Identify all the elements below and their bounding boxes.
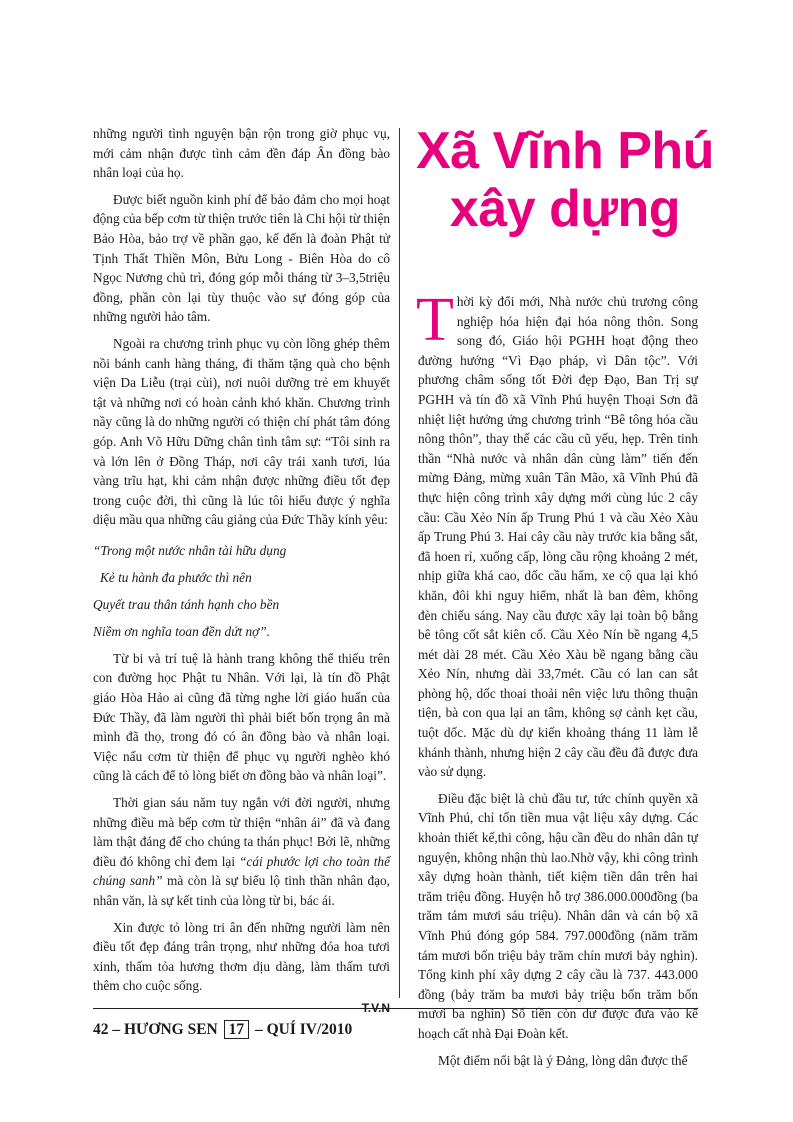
paragraph: Từ bi và trí tuệ là hành trang không thể thiếu trên con đường học Phật tu Nhân. Với lại, là tín đồ Phật giáo Hòa Hảo ai cũng đã từng nghe lời giáo huấn của Đức Thầy, đã làm người thì phải biết bốn trọng ân mà mình đã thọ, trong đó có ân đồng bào và nhân loại. Việc nấu cơm từ thiện để phục vụ người nghèo khó cũng là cách để tỏ lòng biết ơn đồng bào và nhân loại”.	[93, 650, 390, 784]
drop-cap: T	[416, 286, 454, 354]
author-signature: T.V.N	[361, 1000, 390, 1015]
italic-quote: “cái phước lợi cho toàn thể chúng sanh”	[93, 853, 390, 889]
paragraph: Ngoài ra chương trình phục vụ còn lồng ghép thêm nồi bánh canh hàng tháng, đi thăm tặng quà cho bệnh viện Da Liễu (trại cùi), nơi nuôi dưỡng trẻ em khuyết tật và những nơi có hoàn cảnh khó khăn. Chương trình nầy cũng là do những người có thiện chí phát tâm đóng góp. Anh Võ Hữu Dững chân tình tâm sự: “Tôi sinh ra và lớn lên ở Đồng Tháp, nơi cây trái xanh tươi, lúa vàng trĩu hạt, khi cảm nhận được những điều tốt đẹp trong cuộc đời, thì cũng là lúc tôi hiểu được ý nghĩa diệu mầu qua những câu giảng của Đức Thầy kính yêu:	[93, 335, 390, 528]
verse-quote	[93, 537, 390, 645]
left-column	[93, 124, 390, 1016]
text-run: Thời gian sáu năm tuy ngắn với đời người, nhưng những điều mà bếp cơm từ thiện “nhân ái” đã và đang làm thật đáng để cho chúng ta thán phục! Bởi lẽ, những điều đó không chỉ đem lại	[93, 795, 390, 869]
title-line-1: Xã Vĩnh Phú	[416, 122, 714, 180]
article-title	[400, 122, 730, 238]
text-run: mà còn là sự biểu lộ tinh thần nhân đạo, nhân văn, là sự kết tinh của lòng từ bi, bác ái.	[93, 873, 390, 908]
verse-line: Kẻ tu hành đa phước thì nên	[100, 569, 252, 585]
paragraph: Một điểm nổi bật là ý Đảng, lòng dân được thể	[438, 1052, 688, 1068]
verse-line: Niềm ơn nghĩa toan đền dứt nợ”.	[93, 623, 270, 639]
issue-number-box: 17	[224, 1020, 250, 1039]
paragraph	[93, 793, 390, 911]
paragraph: Xin được tỏ lòng tri ân đến những người làm nên điều tốt đẹp đáng trân trọng, như những đóa hoa tươi xinh, thấm tỏa hương thơm dịu dàng, làm thấm tươi thêm cho cuộc sống.	[93, 919, 390, 994]
paragraph	[416, 286, 698, 782]
column-divider	[399, 128, 400, 998]
text-run: hời kỳ đổi mới, Nhà nước chủ trương công nghiệp hóa hiện đại hóa nông thôn. Song song đó, Giáo hội PGHH hoạt động theo đường hướng “Vì Đạo pháp, vì Dân tộc”. Với phương châm sống tốt Đời đẹp Đạo, Ban Trị sự PGHH và tín đồ xã Vĩnh Phú huyện Thoại Sơn đã nhiệt liệt hưởng ứng chương trình “Bê tông hóa cầu nông thôn”, thay thế các cầu cũ yếu, hẹp. Trên tinh thần “Nhà nước và nhân dân cùng làm” tiến đến mừng Đảng, mừng xuân Tân Mão, xã Vĩnh Phú đã thực hiện công trình xây dựng mới cùng lúc 2 cây cầu: Cầu Xẻo Nín ấp Trung Phú 1 và cầu Xẻo Xàu ấp Trung Phú 3. Hai cây cầu này trước kia bằng sắt, đã hoen rỉ, xuống cấp, lòng cầu rộng khoảng 2 mét, nhịp giữa khá cao, dốc cầu hẩm, xe cộ qua lại khó khăn, đôi khi nguy hiểm, nhất là ban đêm, không đèn chiếu sáng. Nay cầu được xây lại toàn bộ bằng bê tông cốt sắt kiên cố. Cầu Xẻo Nín bề ngang 4,5 mét dài 28 mét. Cầu Xẻo Xàu bề ngang bằng cầu Xẻo Nín, nhưng dài 33,7mét. Cầu có lan can sắt phòng hộ, dốc thoai thoải nên việc lưu thông thuận tiện, bà con qua lại an tâm, không sợ cảnh kẹt cầu, tuột dốc. Mặc dù dự kiến khoảng tháng 11 làm lễ khánh thành, nhưng hiện 2 cây cầu đều đã được đưa vào sử dụng.	[418, 294, 698, 780]
paragraph: những người tình nguyện bận rộn trong giờ phục vụ, mới cảm nhận được tình cảm đền đáp Ân đồng bào nhân loại của họ.	[93, 126, 390, 181]
verse-line: “Trong một nước nhân tài hữu dụng	[93, 542, 287, 558]
footer-period: – QUÍ IV/2010	[254, 1021, 353, 1038]
title-line-2: xây dựng	[449, 180, 681, 238]
right-column	[416, 286, 698, 1077]
verse-line: Quyết trau thân tánh hạnh cho bền	[93, 596, 280, 612]
page-footer	[93, 1020, 352, 1039]
paragraph: Điều đặc biệt là chủ đầu tư, tức chính quyền xã Vĩnh Phú, chỉ tốn tiền mua vật liệu xây dựng. Các khoản thiết kế,thi công, hậu cần đều do nhân dân tự nguyện, không nhận thù lao.Nhờ vậy, khi công trình xây dựng hoàn thành, tiết kiệm tiền dân trên hai trăm triệu đồng. Huyện hỗ trợ 386.000.000đồng (ba trăm tám mươi sáu triệu). Nhân dân và cán bộ xã Vĩnh Phú đóng góp 584. 797.000đồng (năm trăm tám mươi bốn triệu bảy trăm chín mươi bảy nghìn). Tổng kinh phí xây dựng 2 cây cầu là 737. 443.000 đồng (bảy trăm ba mươi bảy triệu bốn trăm bốn mươi ba nghìn) Số tiền còn dư được đưa vào kế hoạch cất nhà Đại Đoàn kết.	[418, 790, 698, 1041]
paragraph: Được biết nguồn kinh phí để bảo đảm cho mọi hoạt động của bếp cơm từ thiện trước tiên là Chi hội từ thiện Bảo Hòa, bảo trợ về phần gạo, kế đến là đoàn Phật tử Tịnh Thất Thiền Môn, Bửu Long - Biên Hòa do cô Ngọc Nương chủ trì, đóng góp mỗi tháng từ 3–3,5triệu đồng, phần còn lại tùy thuộc vào sự đóng góp của những người hảo tâm.	[93, 191, 390, 325]
footer-rule	[93, 1008, 698, 1009]
footer-page-label: 42 – HƯƠNG SEN	[93, 1021, 218, 1038]
